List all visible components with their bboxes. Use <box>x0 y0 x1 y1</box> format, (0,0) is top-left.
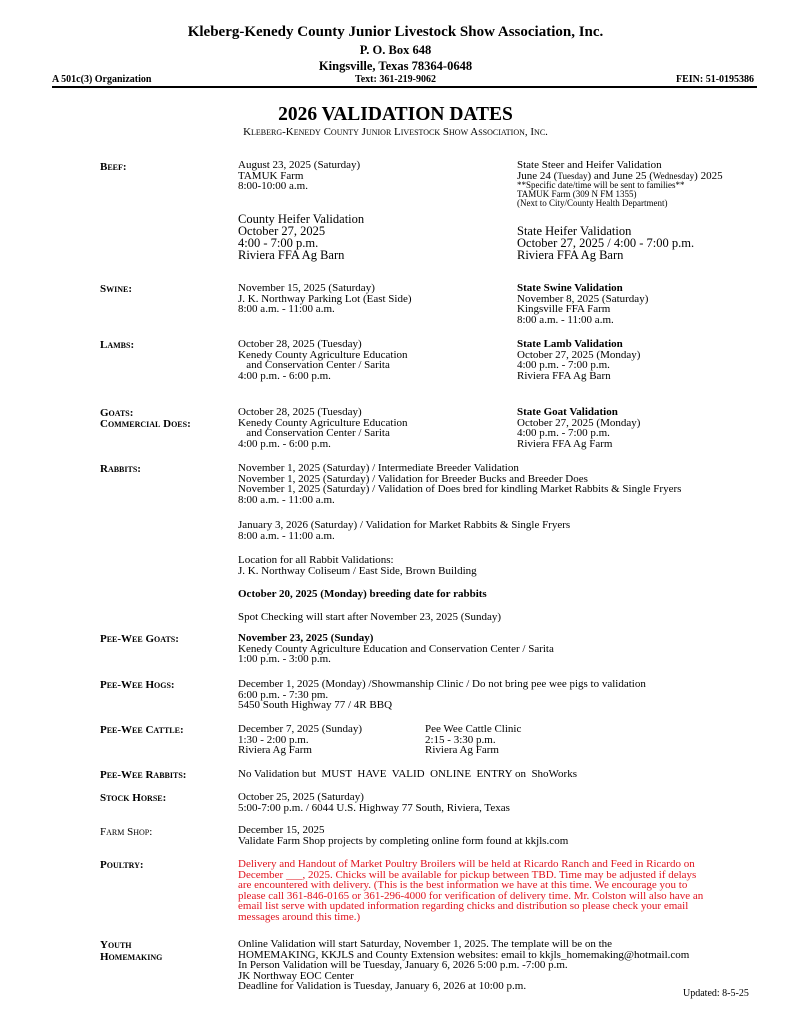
rabbits-label: Rabbits: <box>100 463 141 475</box>
peewee-goats-info: November 23, 2025 (Sunday) Kenedy County Agriculture Education and Conservation Center / Sarita 1:00 p.m. - 3:00 p.m. <box>238 632 554 665</box>
peewee-hogs-info: December 1, 2025 (Monday) /Showmanship Clinic / Do not bring pee wee pigs to validation 6:00 p.m. - 7:30 pm. 5450 South Highway 77 / 4R BBQ <box>238 678 646 711</box>
goats-state: State Goat Validation October 27, 2025 (Monday) 4:00 p.m. - 7:00 p.m. Riviera FFA Ag Farm <box>517 406 641 450</box>
peewee-cattle-clinic: Pee Wee Cattle Clinic 2:15 - 3:30 p.m. Riviera Ag Farm <box>425 723 522 756</box>
stock-horse-label: Stock Horse: <box>100 792 167 804</box>
goats-label: Goats: <box>100 407 134 419</box>
youth-homemaking-label: Youth <box>100 939 132 951</box>
goats-county: October 28, 2025 (Tuesday) Kenedy County Agriculture Education and Conservation Center / Sarita 4:00 p.m. - 6:00 p.m. <box>238 406 408 450</box>
rabbits-market-validation: January 3, 2026 (Saturday) / Validation for Market Rabbits & Single Fryers 8:00 a.m. - 11:00 a.m. <box>238 519 571 542</box>
beef-state-heifer: State Heifer Validation October 27, 2025 / 4:00 - 7:00 p.m. Riviera FFA Ag Barn <box>517 224 695 262</box>
beef-county-steer: August 23, 2025 (Saturday) TAMUK Farm 8:00-10:00 a.m. <box>238 159 361 192</box>
peewee-rabbits-label: Pee-Wee Rabbits: <box>100 769 187 781</box>
page-title: 2026 VALIDATION DATES <box>278 104 513 125</box>
lambs-county: October 28, 2025 (Tuesday) Kenedy County Agriculture Education and Conservation Center / Sarita 4:00 p.m. - 6:00 p.m. <box>238 338 408 382</box>
poultry-info: Delivery and Handout of Market Poultry Broilers will be held at Ricardo Ranch and Feed in Ricardo on December ___, 2025. Chicks will be available for pickup between TBD. Time may be adjusted if delays are encountered with delivery. (This is the best information we have at this time. We encourage you to please call 361-846-0165 or 361-296-4000 for verification of delivery time. Mr. Colston will also have an email list serve with updated information regarding chicks and distribution so please check your email messages around this time.) <box>238 858 704 923</box>
lambs-state: State Lamb Validation October 27, 2025 (Monday) 4:00 p.m. - 7:00 p.m. Riviera FFA Ag Barn <box>517 338 641 382</box>
peewee-goats-label: Pee-Wee Goats: <box>100 633 179 645</box>
beef-county-heifer: County Heifer Validation October 27, 2025 4:00 - 7:00 p.m. Riviera FFA Ag Barn <box>238 212 365 262</box>
beef-state-steer-heifer: State Steer and Heifer Validation June 24 (Tuesday) and June 25 (Wednesday) 2025 **Specific date/time will be sent to families** TAMUK Farm (309 N FM 1355) (Next to City/County Health Department) <box>517 159 723 208</box>
beef-label: Beef: <box>100 161 127 173</box>
peewee-hogs-label: Pee-Wee Hogs: <box>100 679 175 691</box>
swine-county: November 15, 2025 (Saturday) J. K. Northway Parking Lot (East Side) 8:00 a.m. - 11:00 a.m. <box>238 282 412 315</box>
rabbits-spot-checking: Spot Checking will start after November 23, 2025 (Sunday) <box>238 611 502 623</box>
swine-state: State Swine Validation November 8, 2025 (Saturday) Kingsville FFA Farm 8:00 a.m. - 11:00 a.m. <box>517 282 649 326</box>
peewee-rabbits-info: No Validation but MUST HAVE VALID ONLINE ENTRY on ShoWorks <box>238 768 578 780</box>
poultry-label: Poultry: <box>100 859 144 871</box>
fein: FEIN: 51-0195386 <box>676 74 755 85</box>
org-type: A 501c(3) Organization <box>52 74 152 85</box>
peewee-cattle-label: Pee-Wee Cattle: <box>100 724 184 736</box>
peewee-cattle-validation: December 7, 2025 (Sunday) 1:30 - 2:00 p.m. Riviera Ag Farm <box>238 723 363 756</box>
farm-shop-info: December 15, 2025 Validate Farm Shop projects by completing online form found at kkjls.com <box>238 824 569 847</box>
po-box: P. O. Box 648 <box>359 43 432 57</box>
commercial-does-label: Commercial Does: <box>100 418 191 430</box>
page-subtitle: Kleberg-Kenedy County Junior Livestock Show Association, Inc. <box>243 126 548 138</box>
stock-horse-info: October 25, 2025 (Saturday) 5:00-7:00 p.m. / 6044 U.S. Highway 77 South, Riviera, Texas <box>238 791 510 814</box>
org-name: Kleberg-Kenedy County Junior Livestock Show Association, Inc. <box>187 24 604 40</box>
header-divider <box>52 86 757 88</box>
updated-date: Updated: 8-5-25 <box>683 988 749 999</box>
swine-label: Swine: <box>100 283 133 295</box>
city-address: Kingsville, Texas 78364-0648 <box>318 59 473 73</box>
youth-homemaking-info: Online Validation will start Saturday, November 1, 2025. The template will be on the HOMEMAKING, KKJLS and County Extension websites: email to kkjls_homemaking@hotmail.com In Person Validation will be Tuesday, January 6, 2026 5:00 p.m. -7:00 p.m. JK Northway EOC Center Deadline for Validation is Tuesday, January 6, 2026 at 10:00 p.m. <box>238 938 690 992</box>
rabbits-breeding-date: October 20, 2025 (Monday) breeding date for rabbits <box>238 588 487 600</box>
farm-shop-label: Farm Shop: <box>100 826 153 838</box>
phone: Text: 361-219-9062 <box>354 74 436 85</box>
rabbits-validations: November 1, 2025 (Saturday) / Intermediate Breeder Validation November 1, 2025 (Saturday) / Validation for Breeder Bucks and Breeder Does November 1, 2025 (Saturday) / Validation of Does bred for kindling Market Rabbits & Single Fryers 8:00 a.m. - 11:00 a.m. <box>238 462 682 506</box>
lambs-label: Lambs: <box>100 339 135 351</box>
youth-homemaking-label-2: Homemaking <box>100 951 163 963</box>
rabbits-location: Location for all Rabbit Validations: J. K. Northway Coliseum / East Side, Brown Building <box>238 554 477 577</box>
